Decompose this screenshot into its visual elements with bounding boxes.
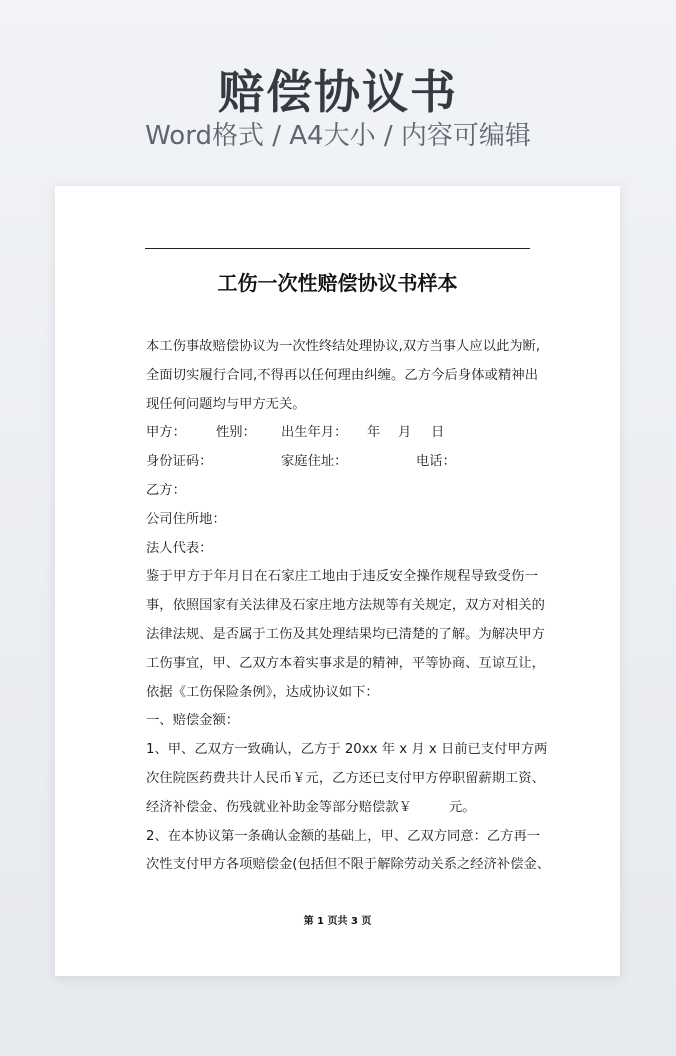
- gender-label: 性别：: [216, 425, 256, 441]
- section-heading: 一、赔偿金额：: [146, 713, 240, 729]
- document-body: [146, 333, 551, 880]
- item-line: 次住院医药费共计人民币￥元，乙方还已支付甲方停职留薪期工资、: [146, 770, 545, 786]
- page-number-footer: 第 1 页共 3 页: [303, 916, 372, 927]
- id-row: [146, 448, 538, 477]
- paragraph-line: 工伤事宜，甲、乙双方本着实事求是的精神，平等协商、互谅互让，: [146, 655, 545, 671]
- hero-title: 赔偿协议书: [218, 65, 458, 119]
- day-label: 日: [431, 425, 445, 441]
- address-label: 家庭住址：: [281, 454, 348, 470]
- paragraph-line: 事，依照国家有关法律及石家庄地方法规等有关规定，双方对相关的: [146, 598, 545, 614]
- paragraph-line: 鉴于甲方于年月日在石家庄工地由于违反安全操作规程导致受伤一: [146, 569, 538, 585]
- paragraph-line: 依据《工伤保险条例》，达成协议如下：: [146, 684, 379, 700]
- item-line-text: 经济补偿金、伤残就业补助金等部分赔偿款￥: [146, 799, 412, 815]
- item-line: 次性支付甲方各项赔偿金(包括但不限于解除劳动关系之经济补偿金、: [146, 857, 551, 873]
- document-title: 工伤一次性赔偿协议书样本: [217, 271, 458, 295]
- birth-label: 出生年月：: [281, 425, 348, 441]
- item-line: [146, 794, 538, 823]
- paragraph-line: 全面切实履行合同,不得再以任何理由纠缠。乙方今后身体或精神出: [146, 367, 538, 383]
- paragraph-line: 现任何问题均与甲方无关。: [146, 396, 306, 412]
- hero-subtitle: Word格式 / A4大小 / 内容可编辑: [145, 121, 531, 151]
- paragraph-line: 本工伤事故赔偿协议为一次性终结处理协议,双方当事人应以此为断,: [146, 339, 541, 354]
- year-label: 年: [367, 425, 381, 441]
- header-rule: [145, 248, 530, 249]
- item-line: 2、在本协议第一条确认金额的基础上，甲、乙双方同意：乙方再一: [146, 828, 541, 844]
- legal-rep-label: 法人代表：: [146, 540, 213, 556]
- month-label: 月: [398, 425, 412, 441]
- id-number-label: 身份证码：: [146, 454, 213, 470]
- document-page: [55, 186, 620, 976]
- item-line-tail: 元。: [449, 799, 476, 815]
- paragraph-line: 法律法规、是否属于工伤及其处理结果均已清楚的了解。为解决甲方: [146, 626, 545, 642]
- party-a-label: 甲方：: [146, 425, 186, 441]
- item-line: 1、甲、乙双方一致确认，乙方于 20xx 年 x 月 x 日前已支付甲方两: [146, 742, 548, 758]
- party-b-label: 乙方：: [146, 482, 186, 498]
- phone-label: 电话：: [416, 454, 456, 470]
- company-address-label: 公司住所地：: [146, 511, 226, 527]
- party-a-row: [146, 419, 538, 448]
